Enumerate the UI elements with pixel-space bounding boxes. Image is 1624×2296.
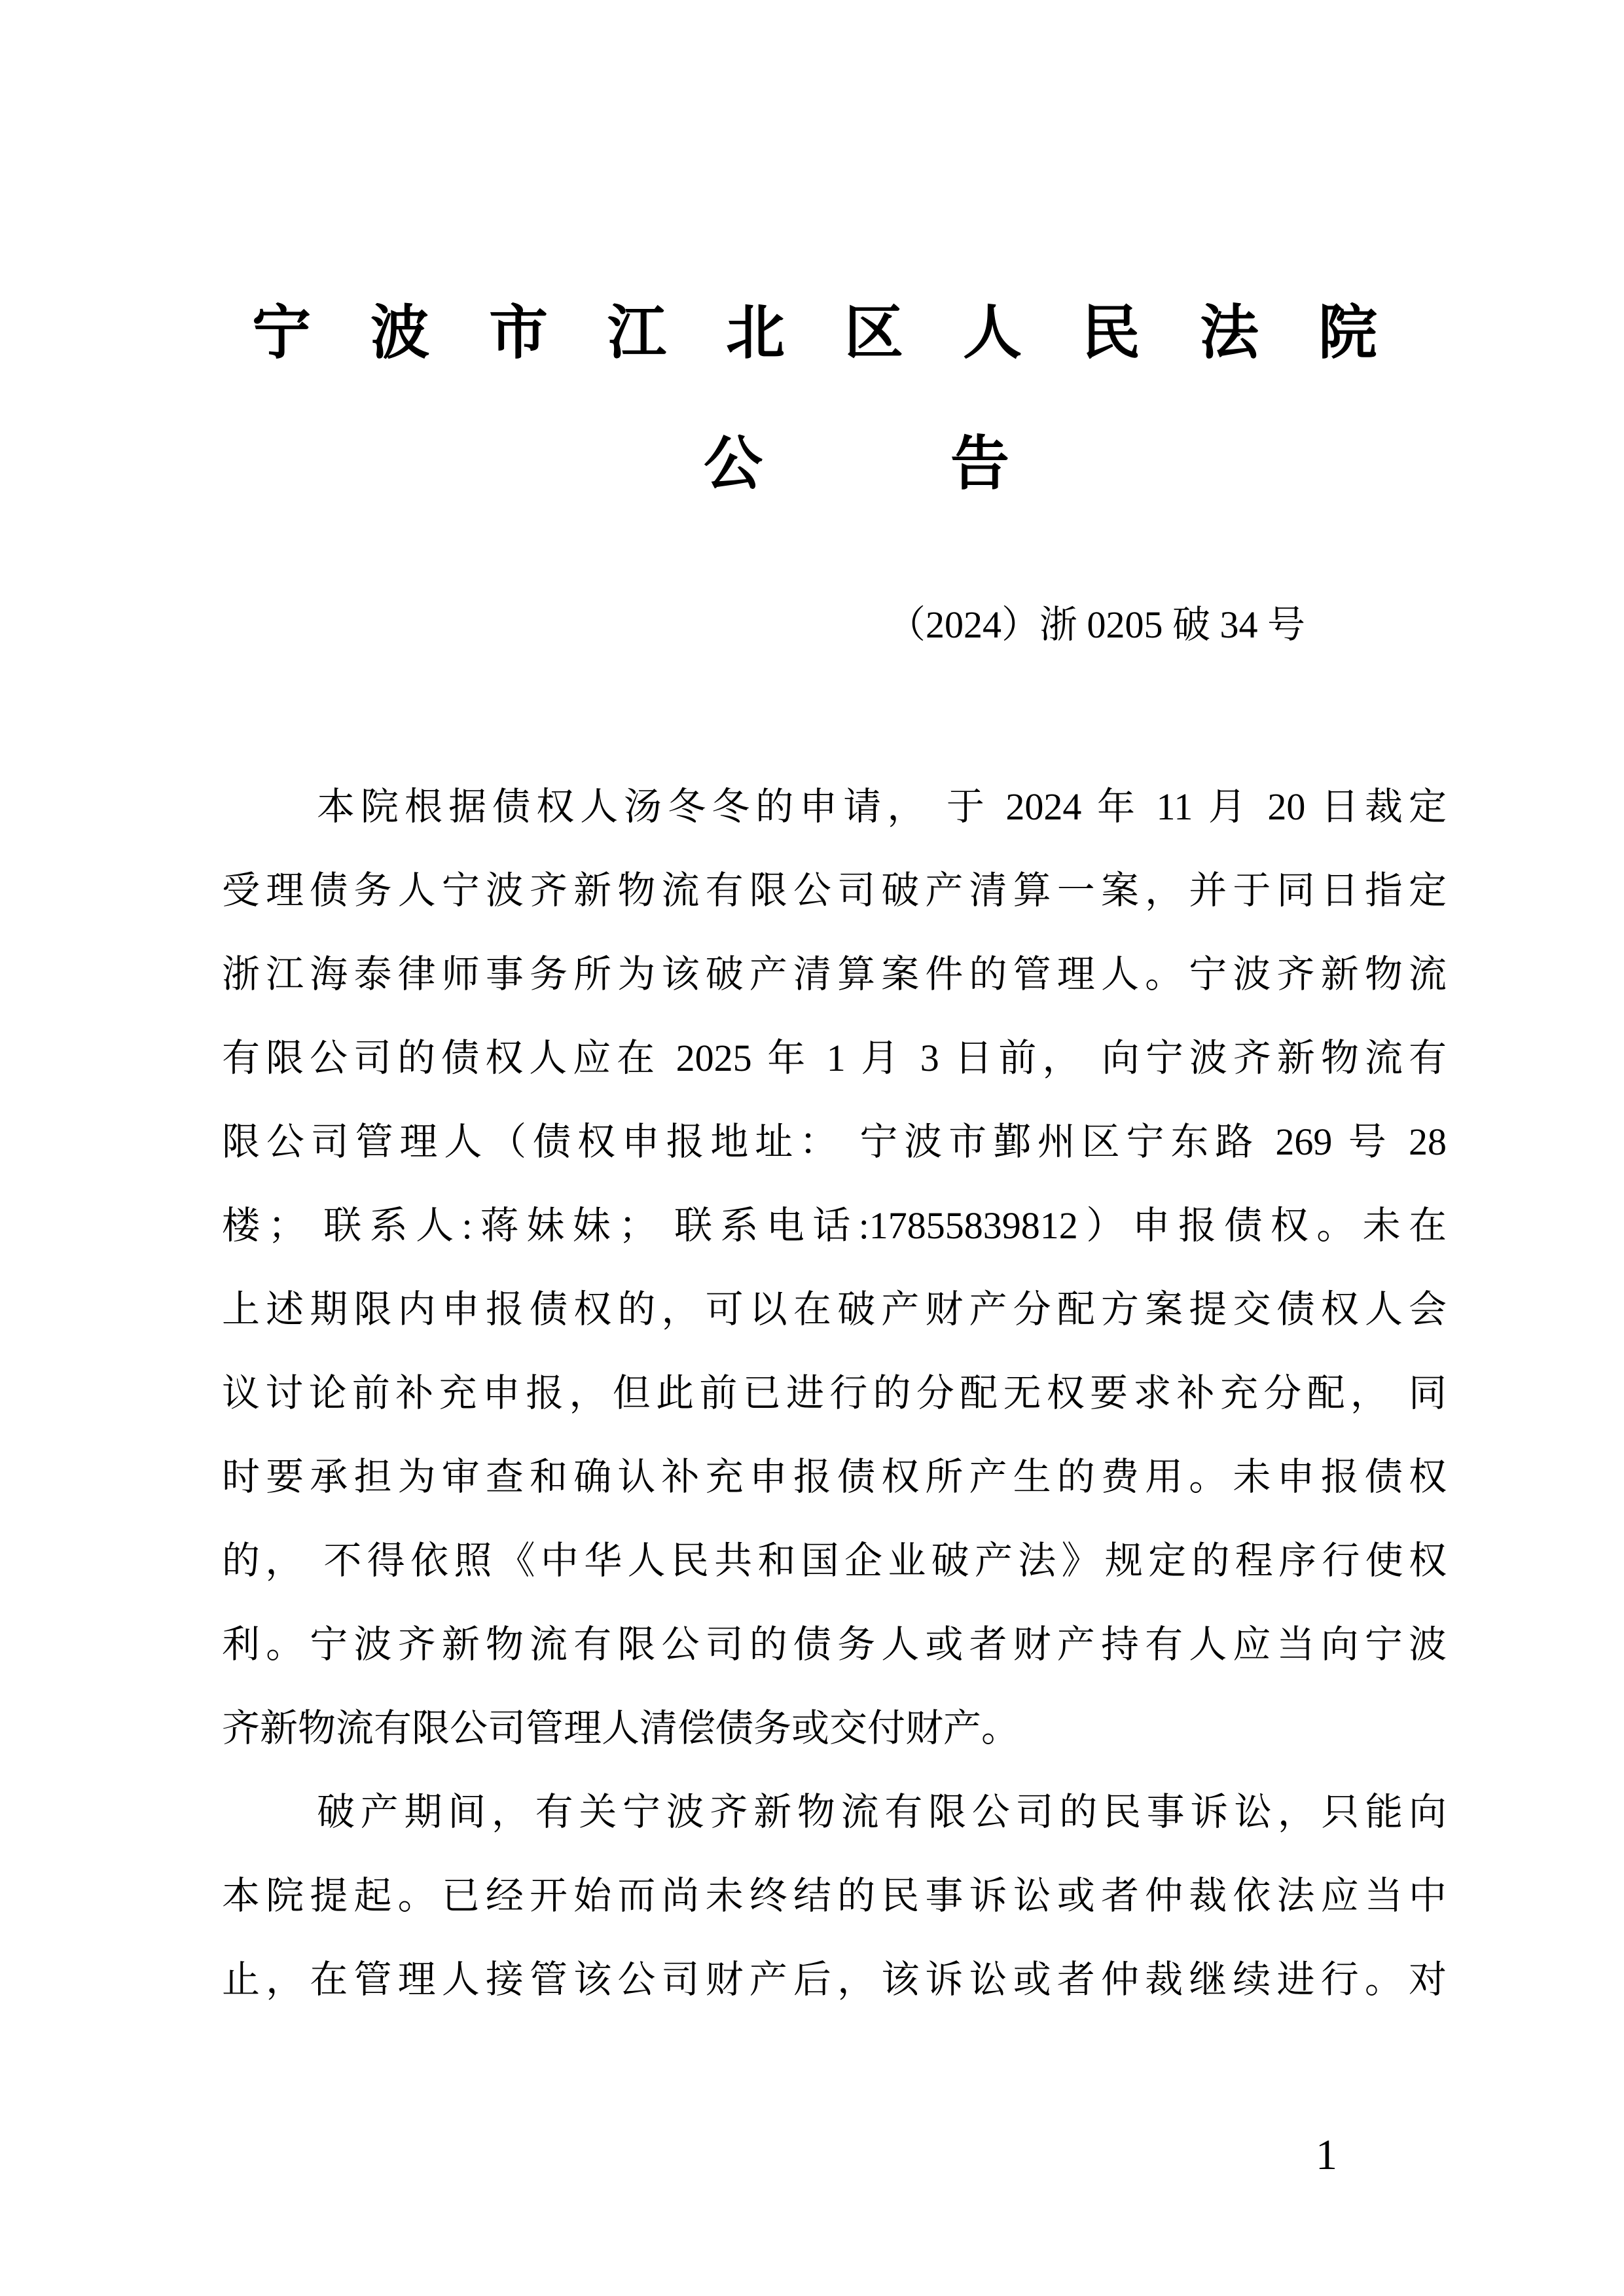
case-number: （2024）浙 0205 破 34 号 [888, 603, 1306, 646]
body-line: 的， 不得依照《中华人民共和国企业破产法》规定的程序行使权 [222, 1539, 1447, 1582]
body-line: 本院根据债权人汤冬冬的申请， 于 2024 年 11 月 20 日裁定 [317, 785, 1447, 828]
body-line: 浙江海泰律师事务所为该破产清算案件的管理人。宁波齐新物流 [222, 953, 1447, 996]
body-line: 限公司管理人（债权申报地址： 宁波市鄞州区宁东路 269 号 28 [222, 1121, 1447, 1163]
court-name-title: 宁波市江北区人民法院 [252, 301, 1437, 366]
body-line: 上述期限内申报债权的，可以在破产财产分配方案提交债权人会 [222, 1288, 1447, 1331]
body-line: 楼； 联系人:蒋妹妹； 联系电话:17855839812）申报债权。未在 [222, 1204, 1447, 1247]
body-line: 受理债务人宁波齐新物流有限公司破产清算一案，并于同日指定 [222, 869, 1447, 912]
body-line: 齐新物流有限公司管理人清偿债务或交付财产。 [222, 1707, 1020, 1749]
announcement-title: 公告 [704, 432, 1197, 497]
page-number: 1 [1316, 2131, 1337, 2179]
body-line: 时要承担为审查和确认补充申报债权所产生的费用。未申报债权 [222, 1456, 1447, 1498]
body-line: 有限公司的债权人应在 2025 年 1 月 3 日前， 向宁波齐新物流有 [222, 1037, 1447, 1079]
body-line: 止，在管理人接管该公司财产后，该诉讼或者仲裁继续进行。对 [222, 1958, 1447, 2001]
body-text [222, 765, 1447, 2022]
body-line: 利。宁波齐新物流有限公司的债务人或者财产持有人应当向宁波 [222, 1623, 1447, 1666]
body-line: 破产期间，有关宁波齐新物流有限公司的民事诉讼，只能向 [317, 1791, 1447, 1833]
body-line: 议讨论前补充申报，但此前已进行的分配无权要求补充分配， 同 [222, 1372, 1447, 1414]
body-line: 本院提起。已经开始而尚未终结的民事诉讼或者仲裁依法应当中 [222, 1874, 1447, 1917]
